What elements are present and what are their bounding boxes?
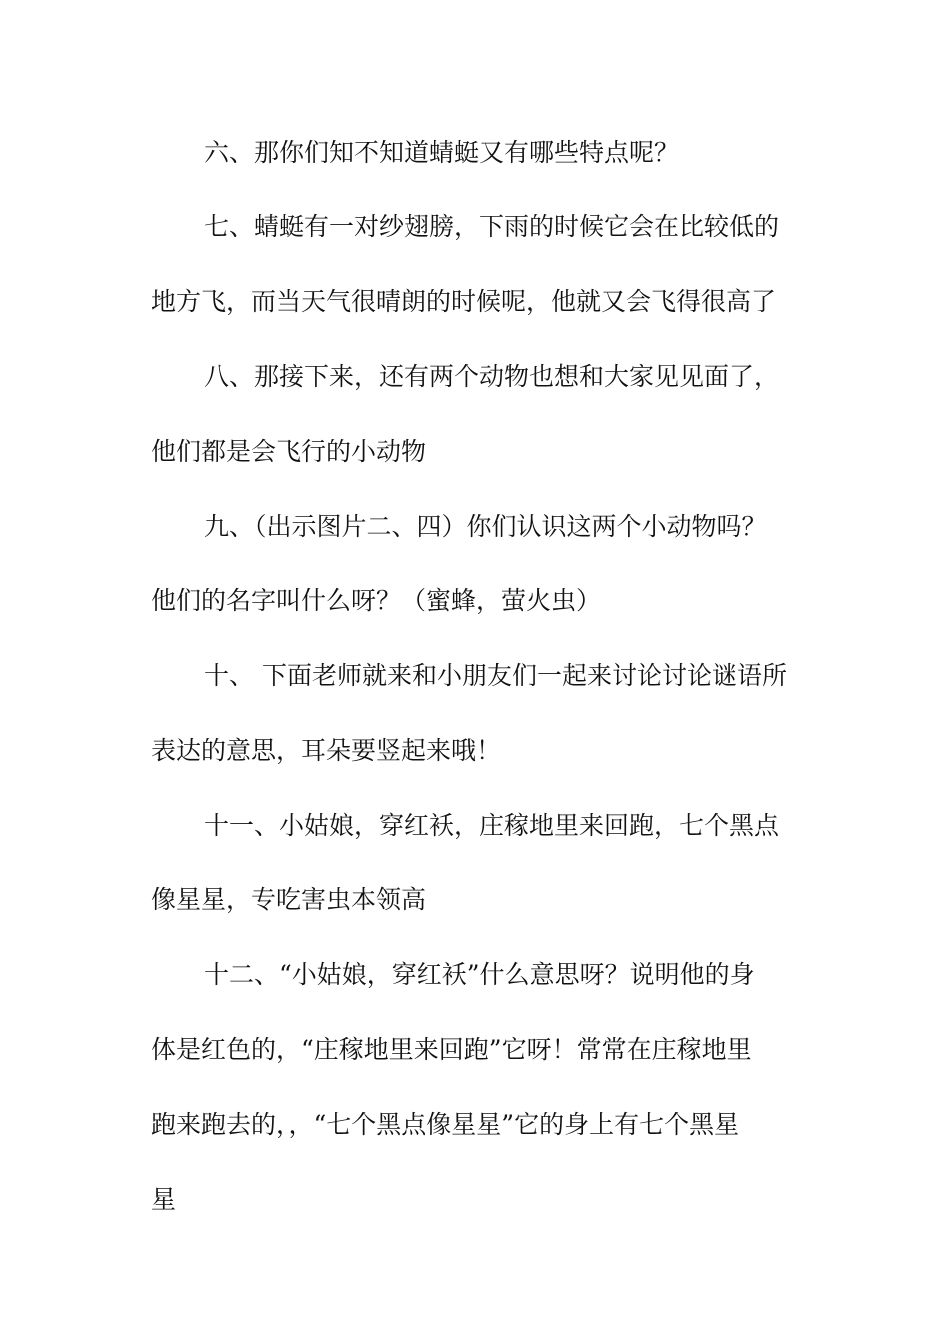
text-line-item-11: 十一、小姑娘，穿红袄，庄稼地里来回跑，七个黑点	[204, 811, 780, 840]
text-line-item-12: 十二、“小姑娘，穿红袄”什么意思呀？说明他的身	[204, 960, 755, 989]
text-line-item-10: 十、 下面老师就来和小朋友们一起来讨论讨论谜语所	[204, 661, 787, 690]
text-line-item-8: 八、那接下来，还有两个动物也想和大家见见面了，	[204, 362, 780, 391]
text-line-item-9-cont: 他们的名字叫什么呀？（蜜蜂，萤火虫）	[151, 586, 602, 615]
text-line-item-7: 七、蜻蜓有一对纱翅膀，下雨的时候它会在比较低的	[204, 212, 780, 241]
text-line-item-12-cont-2: 跑来跑去的，，“七个黑点像星星”它的身上有七个黑星	[151, 1110, 740, 1139]
text-line-item-12-cont-3: 星	[151, 1185, 177, 1214]
text-line-item-6: 六、那你们知不知道蜻蜓又有哪些特点呢？	[204, 138, 680, 167]
text-line-item-11-cont: 像星星，专吃害虫本领高	[151, 885, 427, 914]
text-line-item-9: 九、（出示图片二、四）你们认识这两个小动物吗？	[204, 512, 767, 541]
text-line-item-12-cont-1: 体是红色的，“庄稼地里来回跑”它呀！常常在庄稼地里	[151, 1035, 752, 1064]
text-line-item-8-cont: 他们都是会飞行的小动物	[151, 437, 427, 466]
text-line-item-7-cont: 地方飞，而当天气很晴朗的时候呢，他就又会飞得很高了	[151, 287, 777, 316]
text-line-item-10-cont: 表达的意思，耳朵要竖起来哦！	[151, 736, 502, 765]
